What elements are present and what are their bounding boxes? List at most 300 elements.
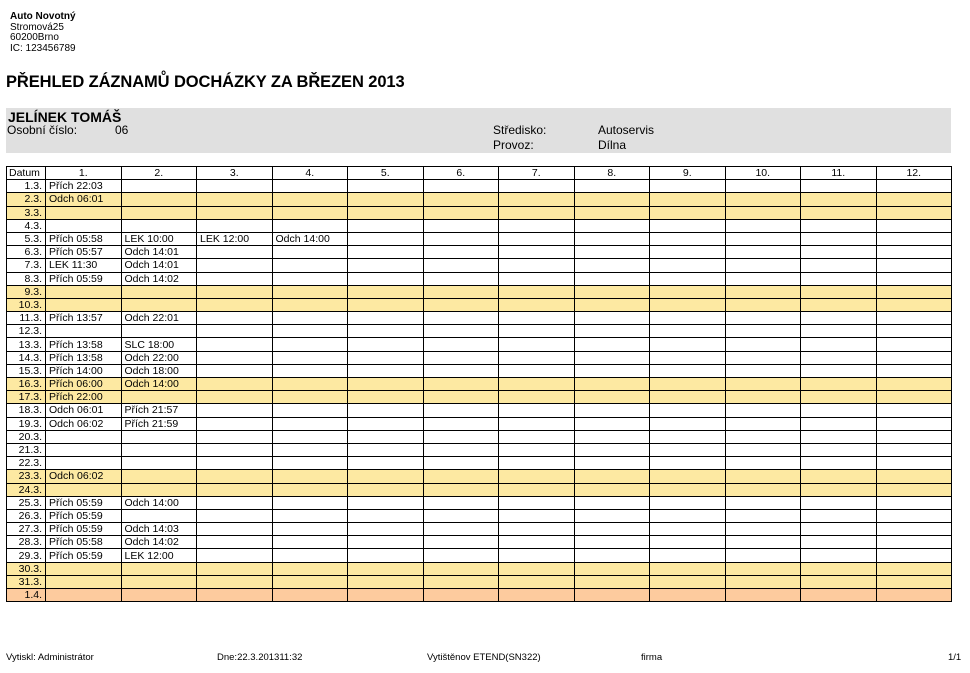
column-header-2: 2. bbox=[121, 167, 197, 180]
record-cell bbox=[574, 562, 650, 575]
record-cell bbox=[650, 509, 726, 522]
record-cell bbox=[197, 483, 273, 496]
record-cell bbox=[423, 246, 499, 259]
record-cell bbox=[499, 391, 575, 404]
record-cell bbox=[801, 246, 877, 259]
record-cell bbox=[197, 430, 273, 443]
record-cell bbox=[197, 298, 273, 311]
personal-number-label: Osobní číslo: bbox=[7, 123, 78, 137]
record-cell bbox=[801, 562, 877, 575]
record-cell bbox=[801, 536, 877, 549]
record-cell bbox=[801, 589, 877, 602]
date-cell: 19.3. bbox=[7, 417, 46, 430]
record-cell bbox=[272, 589, 348, 602]
record-cell bbox=[650, 562, 726, 575]
record-cell bbox=[650, 430, 726, 443]
date-cell: 26.3. bbox=[7, 509, 46, 522]
record-cell bbox=[801, 404, 877, 417]
personal-number-value: 06 bbox=[115, 123, 129, 137]
record-cell bbox=[272, 443, 348, 456]
record-cell bbox=[574, 391, 650, 404]
record-cell bbox=[348, 312, 424, 325]
company-city: 60200Brno bbox=[10, 32, 59, 43]
record-cell bbox=[121, 285, 197, 298]
record-cell bbox=[197, 312, 273, 325]
record-cell bbox=[725, 430, 801, 443]
record-cell bbox=[650, 312, 726, 325]
record-cell bbox=[423, 536, 499, 549]
table-row bbox=[7, 378, 952, 391]
record-cell bbox=[499, 325, 575, 338]
record-cell bbox=[46, 325, 122, 338]
record-cell bbox=[423, 562, 499, 575]
record-cell bbox=[574, 193, 650, 206]
table-row bbox=[7, 523, 952, 536]
date-cell: 31.3. bbox=[7, 575, 46, 588]
record-cell bbox=[876, 298, 952, 311]
record-cell bbox=[574, 351, 650, 364]
record-cell bbox=[876, 259, 952, 272]
record-cell bbox=[348, 285, 424, 298]
record-cell: Odch 18:00 bbox=[121, 364, 197, 377]
record-cell bbox=[725, 378, 801, 391]
record-cell bbox=[876, 193, 952, 206]
record-cell bbox=[348, 364, 424, 377]
record-cell bbox=[725, 496, 801, 509]
record-cell bbox=[876, 246, 952, 259]
date-cell: 25.3. bbox=[7, 496, 46, 509]
record-cell bbox=[650, 246, 726, 259]
record-cell bbox=[197, 562, 273, 575]
company-name: Auto Novotný bbox=[10, 11, 76, 22]
record-cell bbox=[348, 232, 424, 245]
table-row bbox=[7, 404, 952, 417]
record-cell bbox=[272, 536, 348, 549]
record-cell: Přích 05:59 bbox=[46, 509, 122, 522]
record-cell bbox=[348, 509, 424, 522]
footer-printed-by: Vytiskl: Administrátor bbox=[6, 652, 94, 663]
record-cell bbox=[650, 523, 726, 536]
record-cell bbox=[725, 589, 801, 602]
record-cell bbox=[499, 457, 575, 470]
table-row bbox=[7, 470, 952, 483]
record-cell bbox=[46, 219, 122, 232]
record-cell bbox=[499, 219, 575, 232]
record-cell bbox=[499, 536, 575, 549]
record-cell bbox=[801, 378, 877, 391]
column-header-7: 7. bbox=[499, 167, 575, 180]
record-cell bbox=[197, 193, 273, 206]
employee-name: JELÍNEK TOMÁŠ bbox=[8, 109, 122, 125]
record-cell bbox=[876, 470, 952, 483]
record-cell bbox=[574, 298, 650, 311]
record-cell bbox=[423, 378, 499, 391]
date-cell: 4.3. bbox=[7, 219, 46, 232]
record-cell bbox=[499, 417, 575, 430]
record-cell bbox=[725, 298, 801, 311]
record-cell: LEK 12:00 bbox=[121, 549, 197, 562]
record-cell bbox=[348, 430, 424, 443]
record-cell bbox=[574, 509, 650, 522]
record-cell bbox=[121, 193, 197, 206]
record-cell bbox=[876, 325, 952, 338]
record-cell bbox=[801, 430, 877, 443]
record-cell bbox=[574, 404, 650, 417]
date-cell: 14.3. bbox=[7, 351, 46, 364]
table-row bbox=[7, 285, 952, 298]
record-cell bbox=[574, 417, 650, 430]
column-header-10: 10. bbox=[725, 167, 801, 180]
record-cell bbox=[272, 391, 348, 404]
record-cell bbox=[197, 206, 273, 219]
record-cell bbox=[876, 312, 952, 325]
record-cell bbox=[197, 417, 273, 430]
record-cell: Přích 13:57 bbox=[46, 312, 122, 325]
record-cell bbox=[876, 536, 952, 549]
column-header-3: 3. bbox=[197, 167, 273, 180]
record-cell bbox=[801, 193, 877, 206]
record-cell: Přích 22:00 bbox=[46, 391, 122, 404]
record-cell: Odch 06:01 bbox=[46, 404, 122, 417]
record-cell bbox=[725, 509, 801, 522]
record-cell bbox=[801, 351, 877, 364]
record-cell: Přích 21:57 bbox=[121, 404, 197, 417]
table-row bbox=[7, 457, 952, 470]
record-cell bbox=[725, 232, 801, 245]
record-cell: Odch 14:02 bbox=[121, 536, 197, 549]
record-cell bbox=[801, 364, 877, 377]
record-cell bbox=[499, 312, 575, 325]
record-cell bbox=[46, 206, 122, 219]
record-cell bbox=[650, 259, 726, 272]
record-cell bbox=[121, 470, 197, 483]
date-cell: 18.3. bbox=[7, 404, 46, 417]
record-cell bbox=[499, 351, 575, 364]
record-cell bbox=[876, 483, 952, 496]
record-cell bbox=[272, 312, 348, 325]
record-cell bbox=[499, 193, 575, 206]
record-cell bbox=[423, 206, 499, 219]
record-cell bbox=[574, 219, 650, 232]
table-row bbox=[7, 246, 952, 259]
record-cell: Odch 14:00 bbox=[121, 378, 197, 391]
record-cell bbox=[121, 509, 197, 522]
record-cell bbox=[46, 430, 122, 443]
record-cell bbox=[272, 193, 348, 206]
record-cell bbox=[801, 549, 877, 562]
date-cell: 20.3. bbox=[7, 430, 46, 443]
record-cell: Odch 06:02 bbox=[46, 470, 122, 483]
record-cell bbox=[272, 549, 348, 562]
table-row bbox=[7, 443, 952, 456]
record-cell bbox=[801, 232, 877, 245]
table-row bbox=[7, 509, 952, 522]
record-cell bbox=[348, 589, 424, 602]
record-cell bbox=[499, 232, 575, 245]
record-cell bbox=[499, 338, 575, 351]
record-cell bbox=[650, 589, 726, 602]
record-cell bbox=[650, 206, 726, 219]
record-cell bbox=[348, 549, 424, 562]
record-cell bbox=[574, 312, 650, 325]
record-cell bbox=[876, 364, 952, 377]
record-cell bbox=[272, 272, 348, 285]
record-cell bbox=[499, 483, 575, 496]
record-cell bbox=[423, 575, 499, 588]
record-cell bbox=[574, 549, 650, 562]
record-cell: Odch 14:01 bbox=[121, 259, 197, 272]
record-cell bbox=[272, 509, 348, 522]
record-cell bbox=[801, 272, 877, 285]
date-cell: 28.3. bbox=[7, 536, 46, 549]
record-cell bbox=[650, 391, 726, 404]
table-row bbox=[7, 338, 952, 351]
date-cell: 6.3. bbox=[7, 246, 46, 259]
record-cell bbox=[348, 272, 424, 285]
record-cell bbox=[423, 272, 499, 285]
record-cell bbox=[574, 483, 650, 496]
record-cell bbox=[725, 206, 801, 219]
record-cell bbox=[801, 219, 877, 232]
record-cell bbox=[725, 470, 801, 483]
record-cell bbox=[272, 364, 348, 377]
record-cell bbox=[46, 589, 122, 602]
record-cell bbox=[801, 470, 877, 483]
table-row bbox=[7, 575, 952, 588]
table-row bbox=[7, 562, 952, 575]
company-info bbox=[10, 12, 76, 54]
record-cell bbox=[650, 483, 726, 496]
record-cell bbox=[725, 523, 801, 536]
page-title: PŘEHLED ZÁZNAMŮ DOCHÁZKY ZA BŘEZEN 2013 bbox=[6, 73, 405, 91]
record-cell: Přích 13:58 bbox=[46, 338, 122, 351]
record-cell bbox=[499, 523, 575, 536]
date-cell: 13.3. bbox=[7, 338, 46, 351]
record-cell bbox=[574, 338, 650, 351]
record-cell bbox=[876, 219, 952, 232]
record-cell bbox=[650, 404, 726, 417]
record-cell bbox=[499, 272, 575, 285]
record-cell bbox=[423, 193, 499, 206]
record-cell bbox=[423, 470, 499, 483]
record-cell bbox=[197, 351, 273, 364]
record-cell bbox=[46, 298, 122, 311]
record-cell bbox=[121, 443, 197, 456]
record-cell bbox=[725, 364, 801, 377]
record-cell bbox=[423, 364, 499, 377]
record-cell: Přích 05:59 bbox=[46, 549, 122, 562]
date-cell: 22.3. bbox=[7, 457, 46, 470]
record-cell bbox=[423, 404, 499, 417]
record-cell bbox=[574, 536, 650, 549]
record-cell bbox=[121, 219, 197, 232]
table-row bbox=[7, 259, 952, 272]
record-cell bbox=[876, 443, 952, 456]
record-cell bbox=[197, 496, 273, 509]
record-cell bbox=[272, 351, 348, 364]
record-cell: Přích 05:58 bbox=[46, 232, 122, 245]
record-cell bbox=[876, 404, 952, 417]
record-cell bbox=[423, 496, 499, 509]
record-cell bbox=[423, 285, 499, 298]
record-cell bbox=[272, 246, 348, 259]
record-cell bbox=[197, 523, 273, 536]
date-cell: 8.3. bbox=[7, 272, 46, 285]
record-cell bbox=[725, 325, 801, 338]
date-cell: 1.3. bbox=[7, 180, 46, 193]
record-cell bbox=[348, 457, 424, 470]
record-cell bbox=[423, 483, 499, 496]
record-cell bbox=[650, 298, 726, 311]
record-cell bbox=[650, 219, 726, 232]
record-cell bbox=[197, 443, 273, 456]
record-cell bbox=[121, 298, 197, 311]
date-cell: 10.3. bbox=[7, 298, 46, 311]
record-cell bbox=[272, 259, 348, 272]
record-cell bbox=[801, 325, 877, 338]
table-row bbox=[7, 364, 952, 377]
table-row bbox=[7, 272, 952, 285]
record-cell bbox=[725, 193, 801, 206]
center-label: Středisko: bbox=[493, 123, 547, 137]
record-cell bbox=[499, 298, 575, 311]
record-cell bbox=[725, 575, 801, 588]
column-header-1: 1. bbox=[46, 167, 122, 180]
record-cell bbox=[876, 351, 952, 364]
record-cell bbox=[46, 443, 122, 456]
record-cell bbox=[801, 523, 877, 536]
record-cell bbox=[650, 272, 726, 285]
date-cell: 24.3. bbox=[7, 483, 46, 496]
record-cell bbox=[499, 470, 575, 483]
record-cell bbox=[499, 246, 575, 259]
table-row bbox=[7, 391, 952, 404]
record-cell: Přích 05:59 bbox=[46, 272, 122, 285]
record-cell bbox=[348, 206, 424, 219]
record-cell bbox=[499, 443, 575, 456]
table-row bbox=[7, 549, 952, 562]
record-cell: Odch 14:00 bbox=[121, 496, 197, 509]
table-row bbox=[7, 483, 952, 496]
table-row bbox=[7, 206, 952, 219]
record-cell bbox=[876, 206, 952, 219]
record-cell bbox=[574, 430, 650, 443]
record-cell bbox=[272, 298, 348, 311]
record-cell bbox=[725, 457, 801, 470]
record-cell bbox=[121, 562, 197, 575]
record-cell bbox=[725, 338, 801, 351]
record-cell bbox=[46, 562, 122, 575]
employee-header bbox=[6, 108, 951, 153]
record-cell bbox=[423, 259, 499, 272]
record-cell bbox=[801, 417, 877, 430]
record-cell bbox=[650, 338, 726, 351]
record-cell bbox=[725, 285, 801, 298]
record-cell bbox=[121, 206, 197, 219]
table-header-row bbox=[7, 167, 952, 180]
date-cell: 5.3. bbox=[7, 232, 46, 245]
record-cell bbox=[574, 325, 650, 338]
record-cell: Přích 22:03 bbox=[46, 180, 122, 193]
footer-date: Dne:22.3.201311:32 bbox=[217, 652, 303, 663]
record-cell bbox=[272, 562, 348, 575]
table-row bbox=[7, 417, 952, 430]
company-ic: IC: 123456789 bbox=[10, 42, 76, 54]
record-cell bbox=[725, 219, 801, 232]
record-cell bbox=[499, 378, 575, 391]
record-cell bbox=[272, 483, 348, 496]
record-cell bbox=[574, 575, 650, 588]
record-cell bbox=[348, 391, 424, 404]
record-cell bbox=[121, 391, 197, 404]
record-cell bbox=[272, 378, 348, 391]
record-cell bbox=[272, 470, 348, 483]
record-cell bbox=[348, 404, 424, 417]
table-row bbox=[7, 325, 952, 338]
record-cell: Odch 14:02 bbox=[121, 272, 197, 285]
date-cell: 11.3. bbox=[7, 312, 46, 325]
record-cell bbox=[348, 562, 424, 575]
record-cell bbox=[801, 443, 877, 456]
record-cell bbox=[574, 180, 650, 193]
record-cell bbox=[272, 575, 348, 588]
record-cell bbox=[650, 417, 726, 430]
record-cell bbox=[348, 575, 424, 588]
date-cell: 2.3. bbox=[7, 193, 46, 206]
table-row bbox=[7, 219, 952, 232]
record-cell bbox=[650, 575, 726, 588]
table-row bbox=[7, 193, 952, 206]
footer-page-number: 1/1 bbox=[948, 652, 962, 663]
record-cell bbox=[801, 575, 877, 588]
record-cell bbox=[801, 457, 877, 470]
date-cell: 27.3. bbox=[7, 523, 46, 536]
record-cell bbox=[876, 575, 952, 588]
record-cell bbox=[725, 483, 801, 496]
record-cell bbox=[499, 285, 575, 298]
record-cell bbox=[272, 338, 348, 351]
record-cell bbox=[650, 470, 726, 483]
date-cell: 29.3. bbox=[7, 549, 46, 562]
record-cell bbox=[197, 259, 273, 272]
record-cell bbox=[46, 575, 122, 588]
record-cell bbox=[197, 180, 273, 193]
record-cell bbox=[197, 219, 273, 232]
date-cell: 16.3. bbox=[7, 378, 46, 391]
record-cell bbox=[876, 523, 952, 536]
record-cell bbox=[348, 246, 424, 259]
record-cell bbox=[423, 457, 499, 470]
record-cell bbox=[348, 180, 424, 193]
column-header-6: 6. bbox=[423, 167, 499, 180]
record-cell bbox=[801, 259, 877, 272]
record-cell: Přích 05:58 bbox=[46, 536, 122, 549]
record-cell bbox=[197, 246, 273, 259]
record-cell bbox=[423, 298, 499, 311]
record-cell bbox=[499, 562, 575, 575]
record-cell bbox=[650, 536, 726, 549]
record-cell bbox=[197, 272, 273, 285]
record-cell bbox=[197, 575, 273, 588]
record-cell bbox=[876, 417, 952, 430]
record-cell bbox=[348, 417, 424, 430]
record-cell bbox=[499, 206, 575, 219]
column-header-4: 4. bbox=[272, 167, 348, 180]
record-cell bbox=[801, 483, 877, 496]
record-cell: LEK 10:00 bbox=[121, 232, 197, 245]
record-cell bbox=[499, 364, 575, 377]
record-cell bbox=[348, 325, 424, 338]
